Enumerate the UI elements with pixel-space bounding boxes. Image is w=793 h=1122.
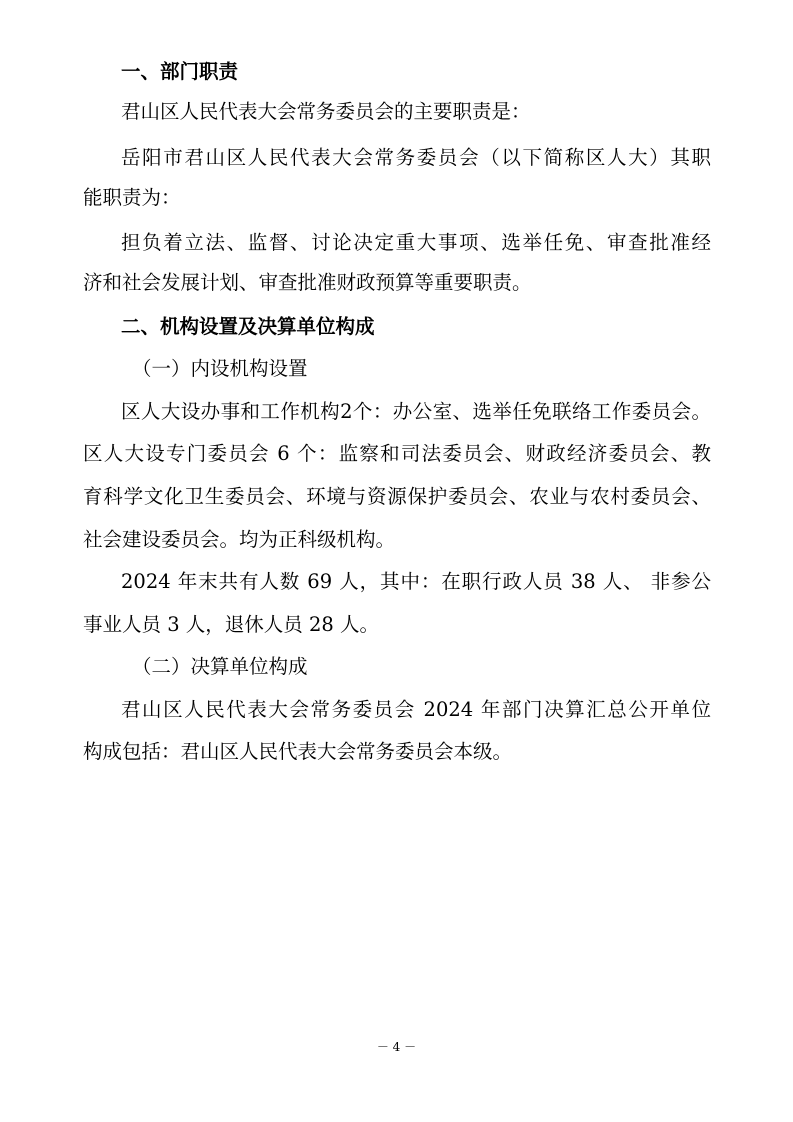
section-2-heading: 二、机构设置及决算单位构成 — [121, 315, 375, 338]
section-2-paragraph-2-line-2: 事业人员 3 人，退休人员 28 人。 — [83, 613, 380, 636]
section-2-paragraph-1-line-2: 区人大设专门委员会 6 个：监察和司法委员会、财政经济委员会、教 — [83, 442, 711, 465]
section-2-paragraph-2-line-1: 2024 年末共有人数 69 人，其中：在职行政人员 38 人、 非参公 — [121, 570, 711, 593]
section-2-paragraph-1-line-4: 社会建设委员会。均为正科级机构。 — [83, 528, 396, 551]
section-1-intro: 君山区人民代表大会常务委员会的主要职责是： — [121, 100, 531, 123]
section-2-paragraph-1-line-3: 育科学文化卫生委员会、环境与资源保护委员会、农业与农村委员会、 — [83, 485, 711, 508]
section-2-paragraph-1-line-1: 区人大设办事和工作机构2个：办公室、选举任免联络工作委员会。 — [121, 400, 711, 423]
section-1-paragraph-2-line-1: 岳阳市君山区人民代表大会常务委员会（以下简称区人大）其职 — [121, 146, 711, 169]
page-number: － 4 － — [376, 1040, 417, 1054]
section-2-paragraph-3-line-2: 构成包括：君山区人民代表大会常务委员会本级。 — [83, 740, 513, 763]
subsection-1-heading: （一）内设机构设置 — [132, 357, 308, 380]
section-1-heading: 一、部门职责 — [121, 60, 239, 83]
section-1-paragraph-3-line-1: 担负着立法、监督、讨论决定重大事项、选举任免、审查批准经 — [121, 231, 711, 254]
subsection-2-heading: （二）决算单位构成 — [132, 655, 308, 678]
section-1-paragraph-3-line-2: 济和社会发展计划、审查批准财政预算等重要职责。 — [83, 271, 532, 294]
section-1-paragraph-2-line-2: 能职责为： — [83, 186, 181, 209]
section-2-paragraph-3-line-1: 君山区人民代表大会常务委员会 2024 年部门决算汇总公开单位 — [121, 698, 711, 721]
